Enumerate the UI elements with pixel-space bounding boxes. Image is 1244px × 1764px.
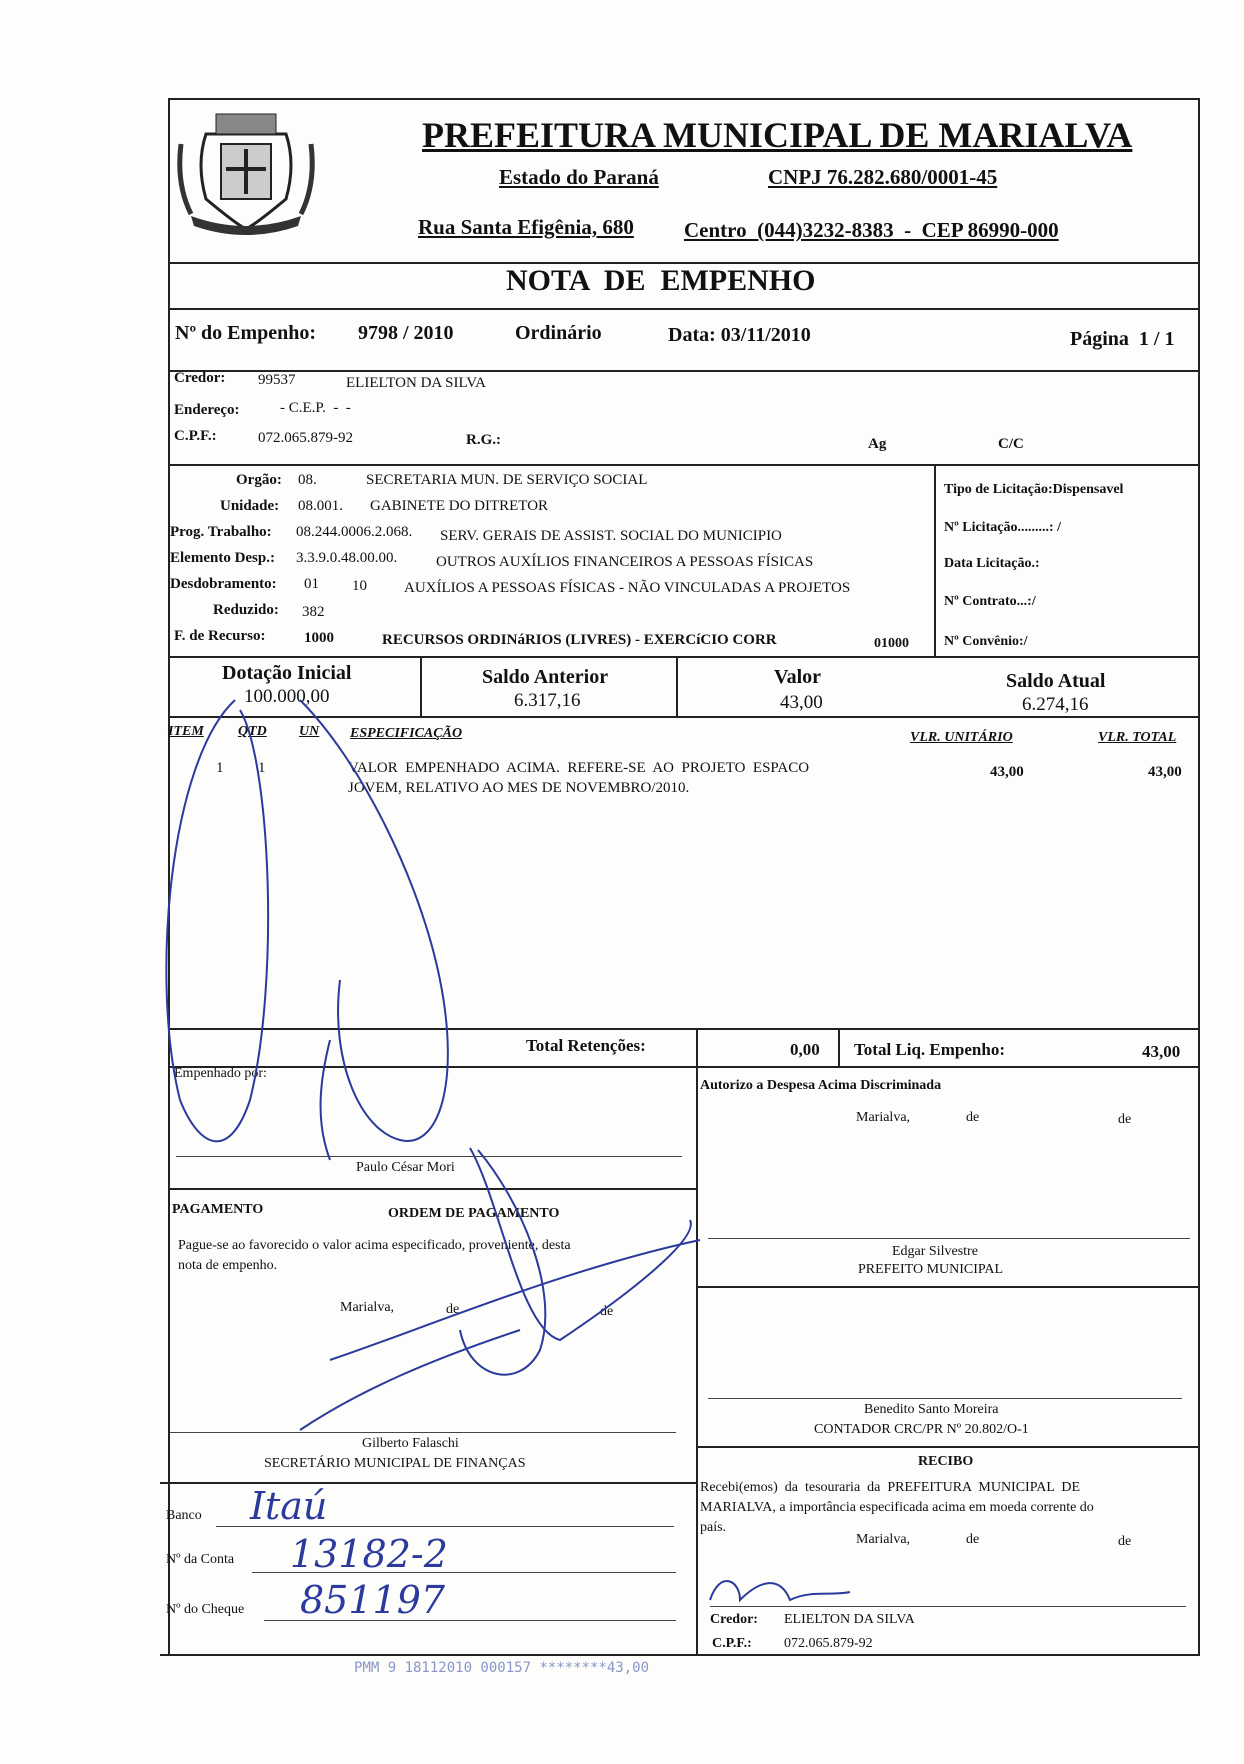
credor-name: ELIELTON DA SILVA xyxy=(346,375,487,391)
liquido-label: Total Liq. Empenho: xyxy=(854,1040,1005,1059)
cnpj: CNPJ 76.282.680/0001-45 xyxy=(768,165,998,189)
valor-value: 43,00 xyxy=(780,692,823,713)
valor-label: Valor xyxy=(774,666,822,688)
desdobramento-code2: 10 xyxy=(352,578,367,594)
desdobramento-value: AUXÍLIOS A PESSOAS FÍSICAS - NÃO VINCULADAS A PROJETOS xyxy=(404,580,851,596)
elemento-code: 3.3.9.0.48.00.00. xyxy=(296,550,398,566)
item-total-value: 43,00 xyxy=(1148,764,1182,780)
liquido-value: 43,00 xyxy=(1142,1042,1181,1061)
item-description-line2: JOVEM, RELATIVO AO MES DE NOVEMBRO/2010. xyxy=(348,780,690,796)
unidade-code: 08.001. xyxy=(298,498,343,514)
contrato-numero: Nº Contrato...:/ xyxy=(944,594,1036,609)
desdobramento-label: Desdobramento: xyxy=(170,576,277,592)
saldo-atual-value: 6.274,16 xyxy=(1022,694,1089,715)
pagamento-text-line2: nota de empenho. xyxy=(178,1258,278,1273)
recibo-credor-name: ELIELTON DA SILVA xyxy=(784,1612,915,1627)
orgao-value: SECRETARIA MUN. DE SERVIÇO SOCIAL xyxy=(366,472,648,488)
pagamento-de1: de xyxy=(446,1302,460,1317)
recibo-label: RECIBO xyxy=(918,1454,974,1469)
licitacao-data: Data Licitação.: xyxy=(944,556,1040,571)
document-title: NOTA DE EMPENHO xyxy=(506,264,816,297)
prog-label: Prog. Trabalho: xyxy=(170,524,272,540)
especificacao-col-header: ESPECIFICAÇÃO xyxy=(350,726,463,741)
un-col-header: UN xyxy=(299,724,320,739)
item-unit-value: 43,00 xyxy=(990,764,1024,780)
retencoes-label: Total Retenções: xyxy=(526,1036,646,1055)
convenio-numero: Nº Convênio:/ xyxy=(944,634,1028,649)
prog-code: 08.244.0006.2.068. xyxy=(296,524,413,540)
prefeito-name: Edgar Silvestre xyxy=(892,1244,978,1259)
total-value-col-header: VLR. TOTAL xyxy=(1098,730,1177,745)
ag-label: Ag xyxy=(868,436,887,452)
empenhado-label: Empenhado por: xyxy=(174,1066,267,1081)
financas-signer: Gilberto Falaschi xyxy=(362,1436,459,1451)
item-description-line1: VALOR EMPENHADO ACIMA. REFERE-SE AO PROJETO ESPACO xyxy=(348,760,810,776)
autorizo-de1: de xyxy=(966,1110,980,1125)
item-col-header: ITEM xyxy=(168,724,204,739)
cpf-value: 072.065.879-92 xyxy=(258,430,353,446)
banco-label: Banco xyxy=(166,1508,202,1523)
saldo-anterior-label: Saldo Anterior xyxy=(482,666,609,688)
licitacao-numero: Nº Licitação.........: / xyxy=(944,520,1061,535)
contador-role: CONTADOR CRC/PR Nº 20.802/O-1 xyxy=(814,1422,1029,1437)
empenho-number-label: Nº do Empenho: xyxy=(175,322,317,344)
unidade-value: GABINETE DO DITRETOR xyxy=(370,498,549,514)
saldo-atual-label: Saldo Atual xyxy=(1006,670,1106,692)
item-qtd: 1 xyxy=(258,760,266,776)
empenho-type: Ordinário xyxy=(515,322,602,344)
recibo-text-line1: Recebi(emos) da tesouraria da PREFEITURA MUNICIPAL DE xyxy=(700,1480,1081,1495)
prefeito-role: PREFEITO MUNICIPAL xyxy=(858,1262,1004,1277)
retencoes-value: 0,00 xyxy=(790,1040,820,1059)
conta-label: Nº da Conta xyxy=(166,1552,235,1567)
endereco-value: - C.E.P. - - xyxy=(280,400,351,416)
contador-name: Benedito Santo Moreira xyxy=(864,1402,999,1417)
dotacao-value: 100.000,00 xyxy=(244,686,330,707)
licitacao-tipo: Tipo de Licitação:Dispensavel xyxy=(944,482,1124,497)
desdobramento-code1: 01 xyxy=(304,576,319,592)
ordem-pagamento-label: ORDEM DE PAGAMENTO xyxy=(388,1206,560,1221)
recurso-code2: 01000 xyxy=(874,636,909,651)
autorizo-place: Marialva, xyxy=(856,1110,911,1125)
credor-label: Credor: xyxy=(174,370,226,386)
conta-handwritten: 13182-2 xyxy=(290,1532,448,1576)
banco-handwritten: Itaú xyxy=(250,1484,328,1528)
recibo-de2: de xyxy=(1118,1534,1132,1549)
cc-label: C/C xyxy=(998,436,1024,452)
elemento-label: Elemento Desp.: xyxy=(170,550,275,566)
recibo-cpf-value: 072.065.879-92 xyxy=(784,1636,873,1651)
autorizo-label: Autorizo a Despesa Acima Discriminada xyxy=(700,1078,942,1093)
credor-code: 99537 xyxy=(258,372,296,388)
rg-label: R.G.: xyxy=(466,432,501,448)
pagamento-place: Marialva, xyxy=(340,1300,395,1315)
cheque-handwritten: 851197 xyxy=(300,1578,446,1622)
cheque-label: Nº do Cheque xyxy=(166,1602,245,1617)
prog-value: SERV. GERAIS DE ASSIST. SOCIAL DO MUNICIPIO xyxy=(440,528,782,544)
municipal-seal xyxy=(176,104,316,242)
recibo-text-line2: MARIALVA, a importância especificada acima em moeda corrente do xyxy=(700,1500,1094,1515)
recibo-place: Marialva, xyxy=(856,1532,911,1547)
contact-line: Centro (044)3232-8383 - CEP 86990-000 xyxy=(684,218,1059,242)
orgao-code: 08. xyxy=(298,472,317,488)
page-indicator: Página 1 / 1 xyxy=(1070,328,1175,350)
elemento-value: OUTROS AUXÍLIOS FINANCEIROS A PESSOAS FÍSICAS xyxy=(436,554,814,570)
qtd-col-header: QTD xyxy=(238,724,267,739)
street-address: Rua Santa Efigênia, 680 xyxy=(418,215,634,239)
cpf-label: C.P.F.: xyxy=(174,428,217,444)
empenho-date: Data: 03/11/2010 xyxy=(668,324,811,346)
autorizo-de2: de xyxy=(1118,1112,1132,1127)
authentication-stamp: PMM 9 18112010 000157 ********43,00 xyxy=(354,1660,650,1676)
pagamento-de2: de xyxy=(600,1304,614,1319)
recibo-credor-label: Credor: xyxy=(710,1612,758,1627)
pagamento-label: PAGAMENTO xyxy=(172,1202,264,1217)
endereco-label: Endereço: xyxy=(174,402,240,418)
unit-value-col-header: VLR. UNITÁRIO xyxy=(910,730,1013,745)
reduzido-value: 382 xyxy=(302,604,325,620)
recurso-code: 1000 xyxy=(304,630,334,646)
page-title: PREFEITURA MUNICIPAL DE MARIALVA xyxy=(422,115,1133,155)
state-name: Estado do Paraná xyxy=(499,165,659,189)
empenho-number: 9798 / 2010 xyxy=(358,322,454,344)
orgao-label: Orgão: xyxy=(236,472,282,488)
item-number: 1 xyxy=(216,760,224,776)
saldo-anterior-value: 6.317,16 xyxy=(514,690,581,711)
pagamento-text-line1: Pague-se ao favorecido o valor acima especificado, proveniente, desta xyxy=(178,1238,571,1253)
financas-role: SECRETÁRIO MUNICIPAL DE FINANÇAS xyxy=(264,1456,526,1471)
recurso-label: F. de Recurso: xyxy=(174,628,266,644)
recibo-cpf-label: C.P.F.: xyxy=(712,1636,752,1651)
recibo-de1: de xyxy=(966,1532,980,1547)
reduzido-label: Reduzido: xyxy=(213,602,279,618)
dotacao-label: Dotação Inicial xyxy=(222,662,352,684)
unidade-label: Unidade: xyxy=(220,498,280,514)
empenhado-signer: Paulo César Mori xyxy=(356,1160,455,1175)
recibo-text-line3: país. xyxy=(700,1520,727,1535)
recurso-value: RECURSOS ORDINáRIOS (LIVRES) - EXERCíCIO CORR xyxy=(382,632,777,648)
